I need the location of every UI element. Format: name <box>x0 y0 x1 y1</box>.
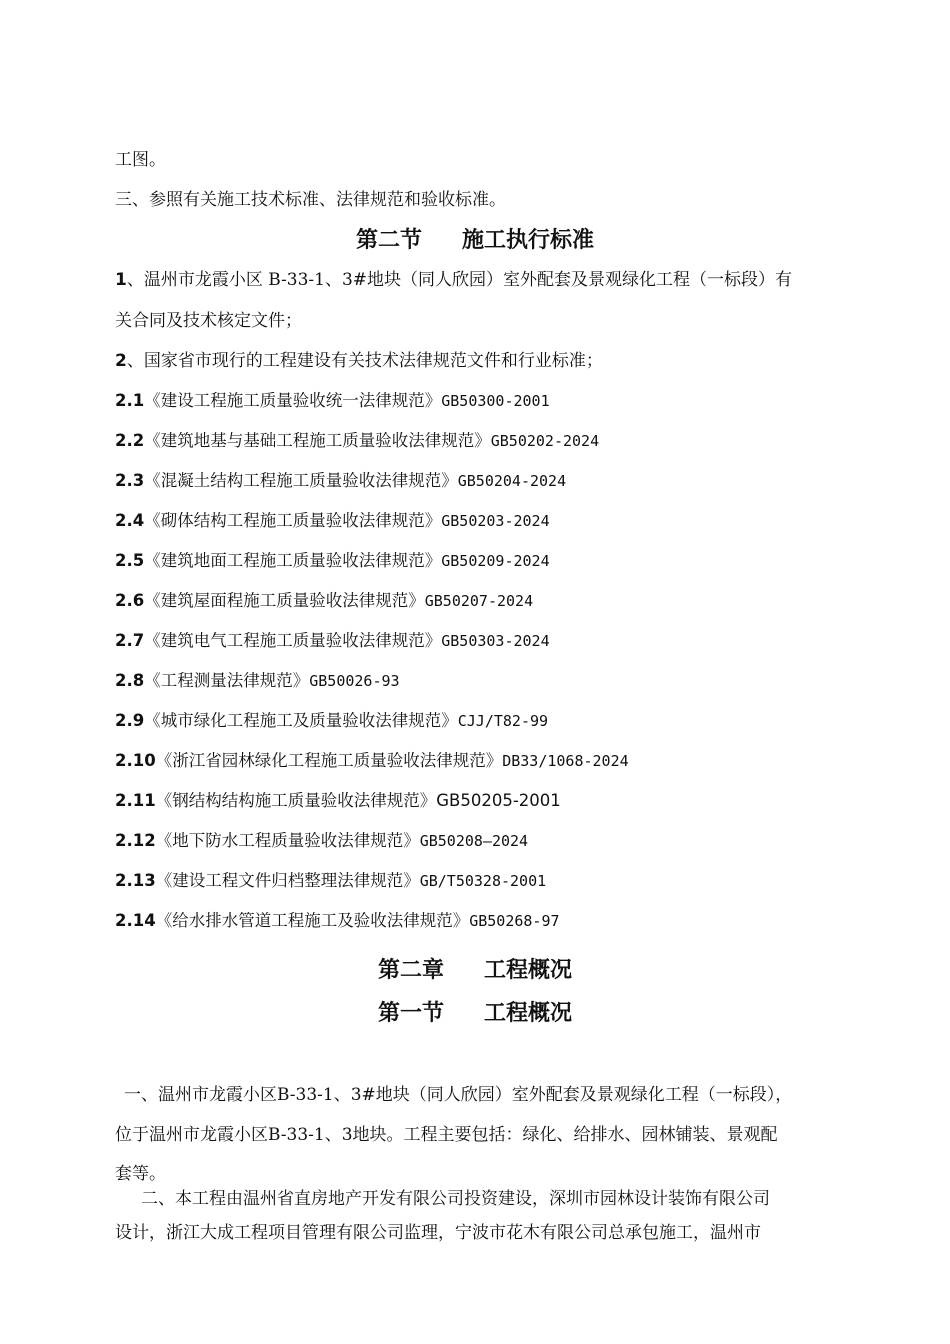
standard-code: GB50300-2001 <box>441 392 550 410</box>
intro-line-1: 工图。 <box>115 150 166 170</box>
standard-number: 2.2 <box>115 431 145 450</box>
standard-number: 2.9 <box>115 711 145 730</box>
overview-paragraph-1-line-3: 套等。 <box>115 1164 166 1184</box>
standard-name: 《建筑地面工程施工质量验收法律规范》 <box>144 551 442 570</box>
overview-paragraph-1-line-1: 一、温州市龙霞小区B-33-1、3#地块（同人欣园）室外配套及景观绿化工程（一标段）， <box>124 1085 793 1105</box>
standard-code: GB50204-2024 <box>457 472 567 490</box>
section-heading-number: 第一节 <box>377 1000 444 1026</box>
item-1-text: 、温州市龙霞小区 B-33-1、3#地块（同人欣园）室外配套及景观绿化工程（一标段）有 <box>126 270 793 290</box>
standard-item <box>115 669 400 693</box>
section-heading-number: 第二节 <box>355 227 422 253</box>
standard-code: GB/T50328-2001 <box>419 872 547 890</box>
standard-name: 《工程测量法律规范》 <box>144 671 310 690</box>
item-2-number: 2 <box>115 351 127 371</box>
standard-item <box>115 589 533 613</box>
overview-paragraph-2-line-1: 二、本工程由温州省直房地产开发有限公司投资建设，深圳市园林设计装饰有限公司 <box>141 1189 770 1209</box>
standard-item <box>115 789 561 813</box>
standard-item <box>115 829 528 853</box>
standard-number: 2.8 <box>115 671 145 690</box>
standard-number: 2.7 <box>115 631 145 650</box>
standard-item <box>115 749 629 773</box>
standard-code: GB50303-2024 <box>441 632 550 650</box>
standard-name: 《建筑屋面程施工质量验收法律规范》 <box>144 591 425 610</box>
standard-name: 《建设工程施工质量验收统一法律规范》 <box>144 391 442 410</box>
standard-name: 《浙江省园林绿化工程施工质量验收法律规范》 <box>155 751 503 770</box>
standard-item <box>115 909 560 933</box>
standard-code: GB50268-97 <box>469 912 560 930</box>
chapter-heading-title: 工程概况 <box>484 957 573 983</box>
standard-code: GB50205-2001 <box>436 791 561 810</box>
standard-name: 《地下防水工程质量验收法律规范》 <box>155 831 420 850</box>
standard-number: 2.12 <box>115 831 156 850</box>
standard-number: 2.6 <box>115 591 145 610</box>
standard-name: 《建筑地基与基础工程施工质量验收法律规范》 <box>144 431 491 450</box>
item-2-text: 、国家省市现行的工程建设有关技术法律规范文件和行业标准； <box>126 351 603 371</box>
section-heading-construction-standards <box>0 225 950 255</box>
overview-paragraph-1-line-2: 位于温州市龙霞小区B-33-1、3地块。工程主要包括：绿化、给排水、园林铺装、景观配 <box>115 1125 778 1145</box>
item-2-line <box>115 349 603 373</box>
standard-item <box>115 709 548 733</box>
standard-code: CJJ/T82-99 <box>457 712 549 730</box>
section-heading-title: 工程概况 <box>484 1000 573 1026</box>
chapter-heading-number: 第二章 <box>377 957 444 983</box>
standard-name: 《建设工程文件归档整理法律规范》 <box>155 871 420 890</box>
standard-number: 2.14 <box>115 911 156 930</box>
standard-number: 2.5 <box>115 551 145 570</box>
section-heading-title: 施工执行标准 <box>462 227 595 253</box>
standard-item <box>115 549 550 573</box>
standard-code: GB50026-93 <box>309 672 400 690</box>
standard-code: GB50202-2024 <box>490 432 600 450</box>
intro-line-2: 三、参照有关施工技术标准、法律规范和验收标准。 <box>115 190 506 210</box>
standard-number: 2.10 <box>115 751 156 770</box>
standard-name: 《城市绿化工程施工及质量验收法律规范》 <box>144 711 458 730</box>
standard-number: 2.4 <box>115 511 145 530</box>
standard-item <box>115 629 550 653</box>
standard-item <box>115 429 599 453</box>
item-1-number: 1 <box>115 270 127 290</box>
standard-code: GB50209-2024 <box>441 552 550 570</box>
standard-number: 2.13 <box>115 871 156 890</box>
standard-code: GB50208—2024 <box>419 832 529 850</box>
standard-name: 《混凝土结构工程施工质量验收法律规范》 <box>144 471 458 490</box>
standard-number: 2.3 <box>115 471 145 490</box>
item-1-line-2: 关合同及技术核定文件； <box>115 311 302 331</box>
standard-code: GB50203-2024 <box>441 512 550 530</box>
standard-item <box>115 469 566 493</box>
overview-paragraph-2-line-2: 设计，浙江大成工程项目管理有限公司监理，宁波市花木有限公司总承包施工，温州市 <box>115 1223 761 1243</box>
standard-code: DB33/1068-2024 <box>502 752 629 770</box>
standard-item <box>115 389 550 413</box>
standard-item <box>115 509 550 533</box>
standard-item <box>115 869 546 893</box>
standard-number: 2.1 <box>115 391 145 410</box>
standard-code: GB50207-2024 <box>424 592 534 610</box>
standard-name: 《钢结构结构施工质量验收法律规范》 <box>155 791 437 810</box>
standard-name: 《建筑电气工程施工质量验收法律规范》 <box>144 631 442 650</box>
chapter-heading-project-overview <box>0 955 950 985</box>
standard-name: 《给水排水管道工程施工及验收法律规范》 <box>155 911 470 930</box>
standard-name: 《砌体结构工程施工质量验收法律规范》 <box>144 511 442 530</box>
standard-number: 2.11 <box>115 791 156 810</box>
section-heading-project-overview <box>0 998 950 1028</box>
item-1-line-1 <box>115 268 792 292</box>
